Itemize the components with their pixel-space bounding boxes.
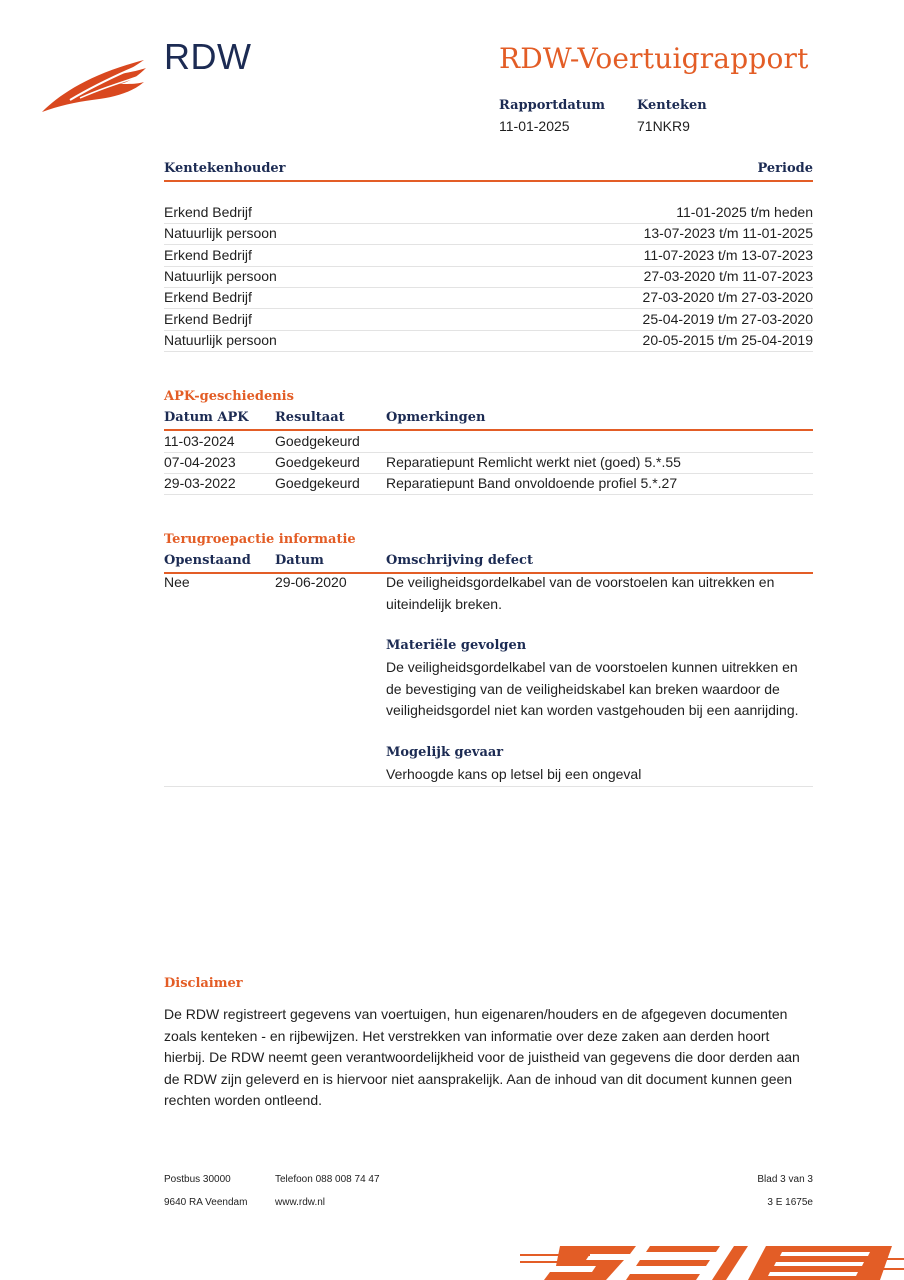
holder-cell: Erkend Bedrijf xyxy=(164,204,252,220)
table-row xyxy=(164,452,813,474)
period-cell: 11-07-2023 t/m 13-07-2023 xyxy=(643,247,813,263)
holder-cell: Erkend Bedrijf xyxy=(164,289,252,305)
apk-result-cell: Goedgekeurd xyxy=(275,433,360,449)
apk-date-cell: 11-03-2024 xyxy=(164,433,235,449)
table-row xyxy=(164,223,813,245)
table-row xyxy=(164,287,813,309)
disclaimer-title: Disclaimer xyxy=(164,976,243,991)
recall-open-header: Openstaand xyxy=(164,553,251,568)
report-date: 11-01-2025 xyxy=(499,118,570,134)
recall-desc-header: Omschrijving defect xyxy=(386,553,533,568)
recall-bottom-rule xyxy=(164,786,813,787)
apk-date-header: Datum APK xyxy=(164,410,249,425)
table-row xyxy=(164,266,813,288)
recall-section-title: Terugroepactie informatie xyxy=(164,532,356,547)
report-title: RDW-Voertuigrapport xyxy=(499,42,809,75)
danger-text: Verhoogde kans op letsel bij een ongeval xyxy=(386,766,642,782)
holders-header-rule xyxy=(164,180,813,182)
table-row xyxy=(164,245,813,267)
rdw-logo-icon xyxy=(40,56,150,116)
footer-page-number: Blad 3 van 3 xyxy=(757,1174,813,1185)
table-row xyxy=(164,473,813,495)
holder-cell: Erkend Bedrijf xyxy=(164,311,252,327)
apk-remarks-cell: Reparatiepunt Band onvoldoende profiel 5.*.27 xyxy=(386,475,678,491)
plate-value: 71NKR9 xyxy=(637,118,690,134)
consequences-text: De veiligheidsgordelkabel van de voorstoelen kunnen uitrekken en de bevestiging van de veiligheidskabel kan breken waardoor de veiligheidsgordel niet kan worden vastgehouden bij een aanrijding. xyxy=(386,659,799,718)
period-cell: 25-04-2019 t/m 27-03-2020 xyxy=(642,311,813,327)
recall-description: De veiligheidsgordelkabel van de voorstoelen kan uitrekken en uiteindelijk breken. xyxy=(386,574,775,612)
period-cell: 27-03-2020 t/m 11-07-2023 xyxy=(643,268,813,284)
disclaimer-text: De RDW registreert gegevens van voertuigen, hun eigenaren/houders en de afgegeven documenten zoals kenteken - en rijbewijzen. Het verstrekken van informatie over deze zaken aan derden hoort hierbij. De RDW neemt geen verantwoordelijkheid voor de juistheid van gegevens die door derden aan de RDW zijn geleverd en is hiervoor niet aansprakelijk. Aan de inhoud van dit document kunnen geen rechten worden ontleend. xyxy=(164,1006,800,1108)
period-cell: 27-03-2020 t/m 27-03-2020 xyxy=(642,289,813,305)
holder-column-header: Kentekenhouder xyxy=(164,161,286,176)
report-date-label: Rapportdatum xyxy=(499,98,605,113)
holder-cell: Natuurlijk persoon xyxy=(164,268,277,284)
apk-remarks-cell: Reparatiepunt Remlicht werkt niet (goed) 5.*.55 xyxy=(386,454,681,470)
footer-address-line1: Postbus 30000 xyxy=(164,1174,231,1185)
apk-result-header: Resultaat xyxy=(275,410,345,425)
apk-remarks-header: Opmerkingen xyxy=(386,410,486,425)
table-row xyxy=(164,330,813,352)
footer-website: www.rdw.nl xyxy=(275,1197,326,1208)
plate-label: Kenteken xyxy=(637,98,707,113)
recall-date-value: 29-06-2020 xyxy=(275,574,347,590)
apk-result-cell: Goedgekeurd xyxy=(275,454,360,470)
recall-date-header: Datum xyxy=(275,553,324,568)
apk-section-title: APK-geschiedenis xyxy=(164,389,294,404)
logo-text: RDW xyxy=(164,36,252,77)
holder-cell: Erkend Bedrijf xyxy=(164,247,252,263)
period-cell: 11-01-2025 t/m heden xyxy=(676,204,813,220)
apk-result-cell: Goedgekeurd xyxy=(275,475,360,491)
apk-date-cell: 29-03-2022 xyxy=(164,475,236,491)
table-row xyxy=(164,309,813,331)
table-row xyxy=(164,431,813,453)
rdw-decorative-stripes-icon xyxy=(520,1244,904,1280)
footer-address-line2: 9640 RA Veendam xyxy=(164,1197,248,1208)
danger-title: Mogelijk gevaar xyxy=(386,745,504,760)
footer-document-code: 3 E 1675e xyxy=(767,1197,813,1208)
footer-phone: Telefoon 088 008 74 47 xyxy=(275,1174,380,1185)
table-row xyxy=(164,202,813,224)
period-column-header: Periode xyxy=(757,161,813,176)
period-cell: 20-05-2015 t/m 25-04-2019 xyxy=(642,332,813,348)
recall-open-value: Nee xyxy=(164,574,190,590)
holder-cell: Natuurlijk persoon xyxy=(164,332,277,348)
apk-date-cell: 07-04-2023 xyxy=(164,454,236,470)
holder-cell: Natuurlijk persoon xyxy=(164,225,277,241)
period-cell: 13-07-2023 t/m 11-01-2025 xyxy=(643,225,813,241)
consequences-title: Materiële gevolgen xyxy=(386,638,527,653)
